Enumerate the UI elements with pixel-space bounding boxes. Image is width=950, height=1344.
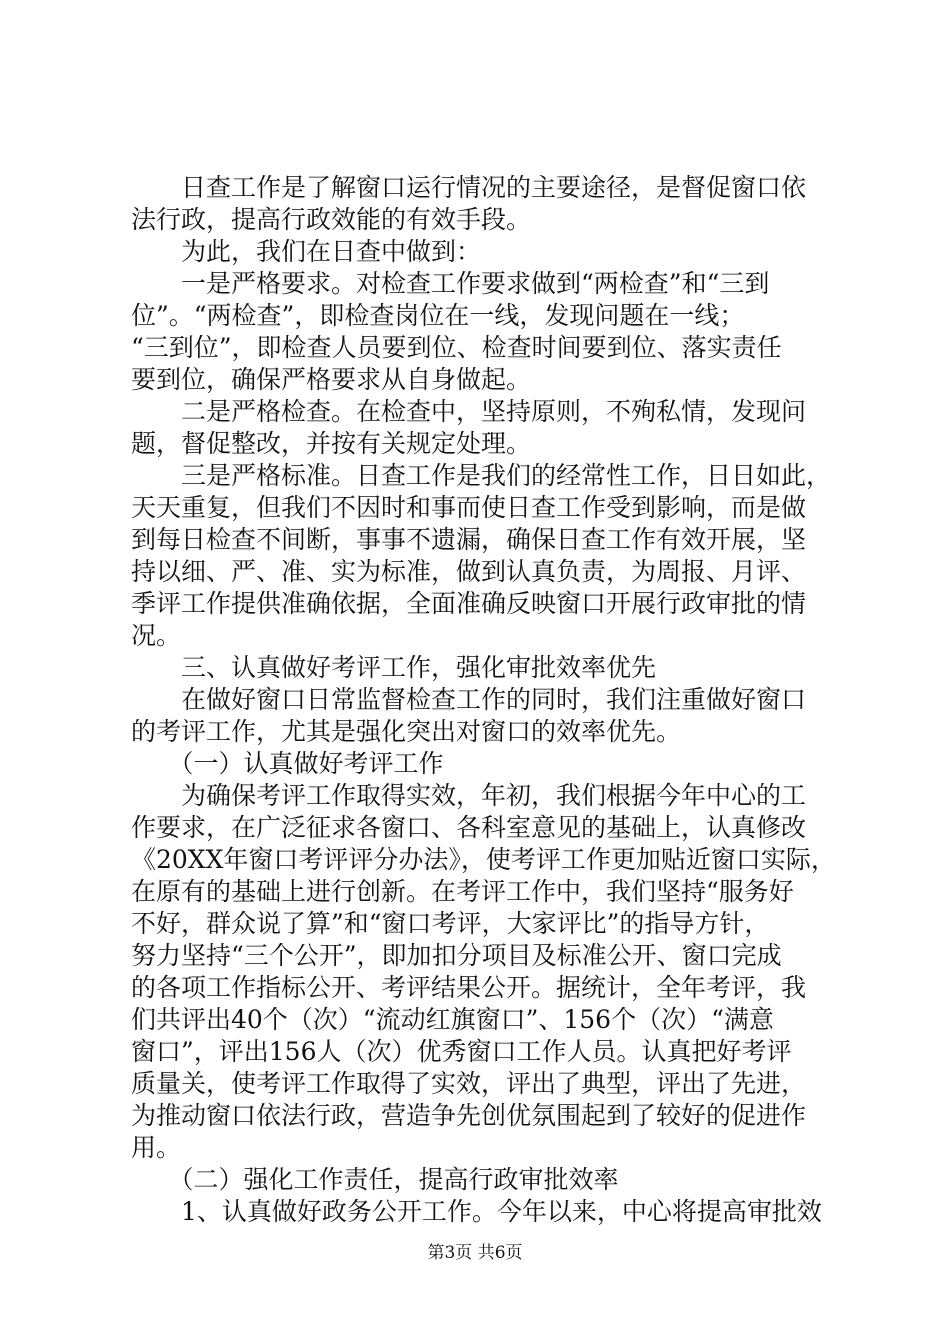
text-line: 质量关，使考评工作取得了实效，评出了典型，评出了先进， bbox=[131, 1069, 807, 1098]
text-line: 们共评出40个（次）“流动红旗窗口”、156个（次）“满意 bbox=[131, 1005, 774, 1034]
text-line: 1、认真做好政务公开工作。今年以来，中心将提高审批效 bbox=[131, 1197, 822, 1226]
text-line: 《20XX年窗口考评评分办法》，使考评工作更加贴近窗口实际， bbox=[131, 845, 836, 874]
text-line: 到每日检查不间断，事事不遗漏，确保日查工作有效开展，坚 bbox=[131, 525, 807, 554]
text-line: 天天重复，但我们不因时和事而使日查工作受到影响，而是做 bbox=[131, 493, 807, 522]
text-line: 在做好窗口日常监督检查工作的同时，我们注重做好窗口 bbox=[131, 685, 807, 714]
text-line: 作要求，在广泛征求各窗口、各科室意见的基础上，认真修改 bbox=[131, 813, 807, 842]
text-line: 要到位，确保严格要求从自身做起。 bbox=[131, 365, 532, 394]
text-line: （二）强化工作责任，提高行政审批效率 bbox=[131, 1165, 619, 1194]
text-line: 季评工作提供准确依据，全面准确反映窗口开展行政审批的情 bbox=[131, 589, 807, 618]
text-line: 为此，我们在日查中做到： bbox=[131, 237, 482, 266]
text-line: 三、认真做好考评工作，强化审批效率优先 bbox=[131, 653, 657, 682]
text-line: 况。 bbox=[131, 621, 182, 650]
text-line: “三到位”，即检查人员要到位、检查时间要到位、落实责任 bbox=[131, 333, 782, 362]
text-line: 一是严格要求。对检查工作要求做到“两检查”和“三到 bbox=[131, 269, 770, 298]
text-line: 在原有的基础上进行创新。在考评工作中，我们坚持“服务好 bbox=[131, 877, 794, 906]
text-line: 为推动窗口依法行政，营造争先创优氛围起到了较好的促进作 bbox=[131, 1101, 807, 1130]
text-line: 位”。“两检查”，即检查岗位在一线，发现问题在一线； bbox=[131, 301, 745, 330]
text-line: 日查工作是了解窗口运行情况的主要途径，是督促窗口依 bbox=[131, 173, 807, 202]
text-line: 不好，群众说了算”和“窗口考评，大家评比”的指导方针， bbox=[131, 909, 770, 938]
text-line: 题，督促整改，并按有关规定处理。 bbox=[131, 429, 532, 458]
text-line: 努力坚持“三个公开”，即加扣分项目及标准公开、窗口完成 bbox=[131, 941, 782, 970]
text-line: 为确保考评工作取得实效，年初，我们根据今年中心的工 bbox=[131, 781, 807, 810]
text-line: 用。 bbox=[131, 1133, 182, 1162]
text-line: 的各项工作指标公开、考评结果公开。据统计，全年考评，我 bbox=[131, 973, 807, 1002]
text-line: 持以细、严、准、实为标准，做到认真负责，为周报、月评、 bbox=[131, 557, 807, 586]
page-footer bbox=[0, 1242, 950, 1264]
text-line: 二是严格检查。在检查中，坚持原则，不殉私情，发现问 bbox=[131, 397, 807, 426]
text-line: 法行政，提高行政效能的有效手段。 bbox=[131, 205, 532, 234]
text-line: 的考评工作，尤其是强化突出对窗口的效率优先。 bbox=[131, 717, 682, 746]
document-body bbox=[131, 172, 836, 1228]
text-line: 窗口”，评出156人（次）优秀窗口工作人员。认真把好考评 bbox=[131, 1037, 792, 1066]
text-line: 三是严格标准。日查工作是我们的经常性工作，日日如此， bbox=[131, 461, 832, 490]
text-line: （一）认真做好考评工作 bbox=[131, 749, 444, 778]
page-number: 第3页 共6页 bbox=[427, 1243, 523, 1263]
